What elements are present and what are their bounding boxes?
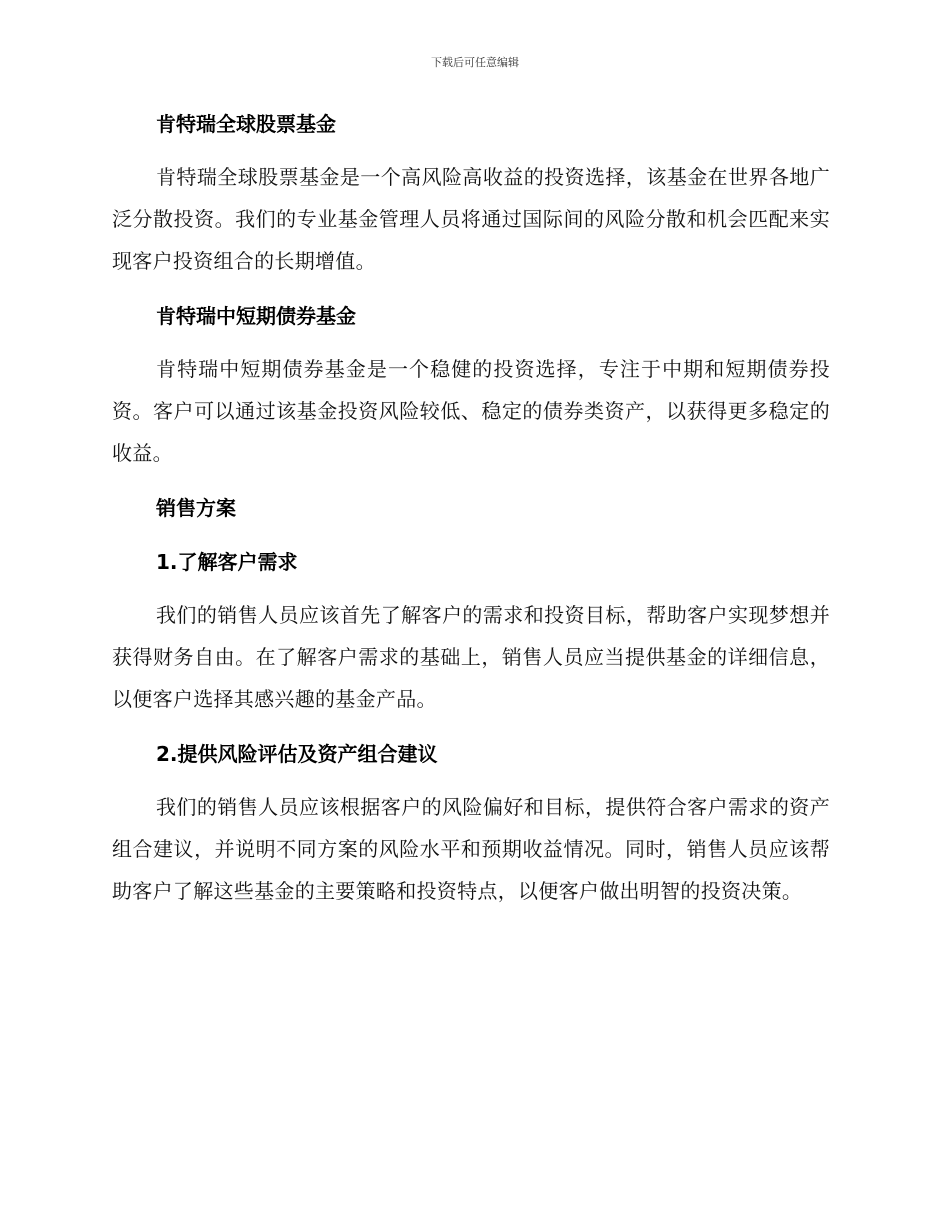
page-header-note: 下载后可任意编辑 bbox=[431, 56, 519, 69]
document-body bbox=[112, 110, 830, 912]
section-heading-risk-assessment: 2.提供风险评估及资产组合建议 bbox=[156, 742, 438, 766]
section-paragraph-risk-assessment: 我们的销售人员应该根据客户的风险偏好和目标，提供符合客户需求的资产组合建议，并说明不同方案的风险水平和预期收益情况。同时，销售人员应该帮助客户了解这些基金的主要策略和投资特点，以便客户做出明智的投资决策。 bbox=[112, 795, 830, 903]
section-heading-sales-plan: 销售方案 bbox=[156, 496, 236, 520]
section-heading-global-equity-fund: 肯特瑞全球股票基金 bbox=[156, 112, 336, 136]
section-heading-understand-needs: 1.了解客户需求 bbox=[156, 550, 298, 574]
section-paragraph-global-equity-fund: 肯特瑞全球股票基金是一个高风险高收益的投资选择，该基金在世界各地广泛分散投资。我们的专业基金管理人员将通过国际间的风险分散和机会匹配来实现客户投资组合的长期增值。 bbox=[112, 165, 830, 273]
section-heading-short-term-bond-fund: 肯特瑞中短期债券基金 bbox=[156, 304, 356, 328]
section-paragraph-short-term-bond-fund: 肯特瑞中短期债券基金是一个稳健的投资选择，专注于中期和短期债券投资。客户可以通过该基金投资风险较低、稳定的债券类资产，以获得更多稳定的收益。 bbox=[112, 357, 830, 465]
section-paragraph-understand-needs: 我们的销售人员应该首先了解客户的需求和投资目标，帮助客户实现梦想并获得财务自由。在了解客户需求的基础上，销售人员应当提供基金的详细信息，以便客户选择其感兴趣的基金产品。 bbox=[112, 603, 830, 711]
